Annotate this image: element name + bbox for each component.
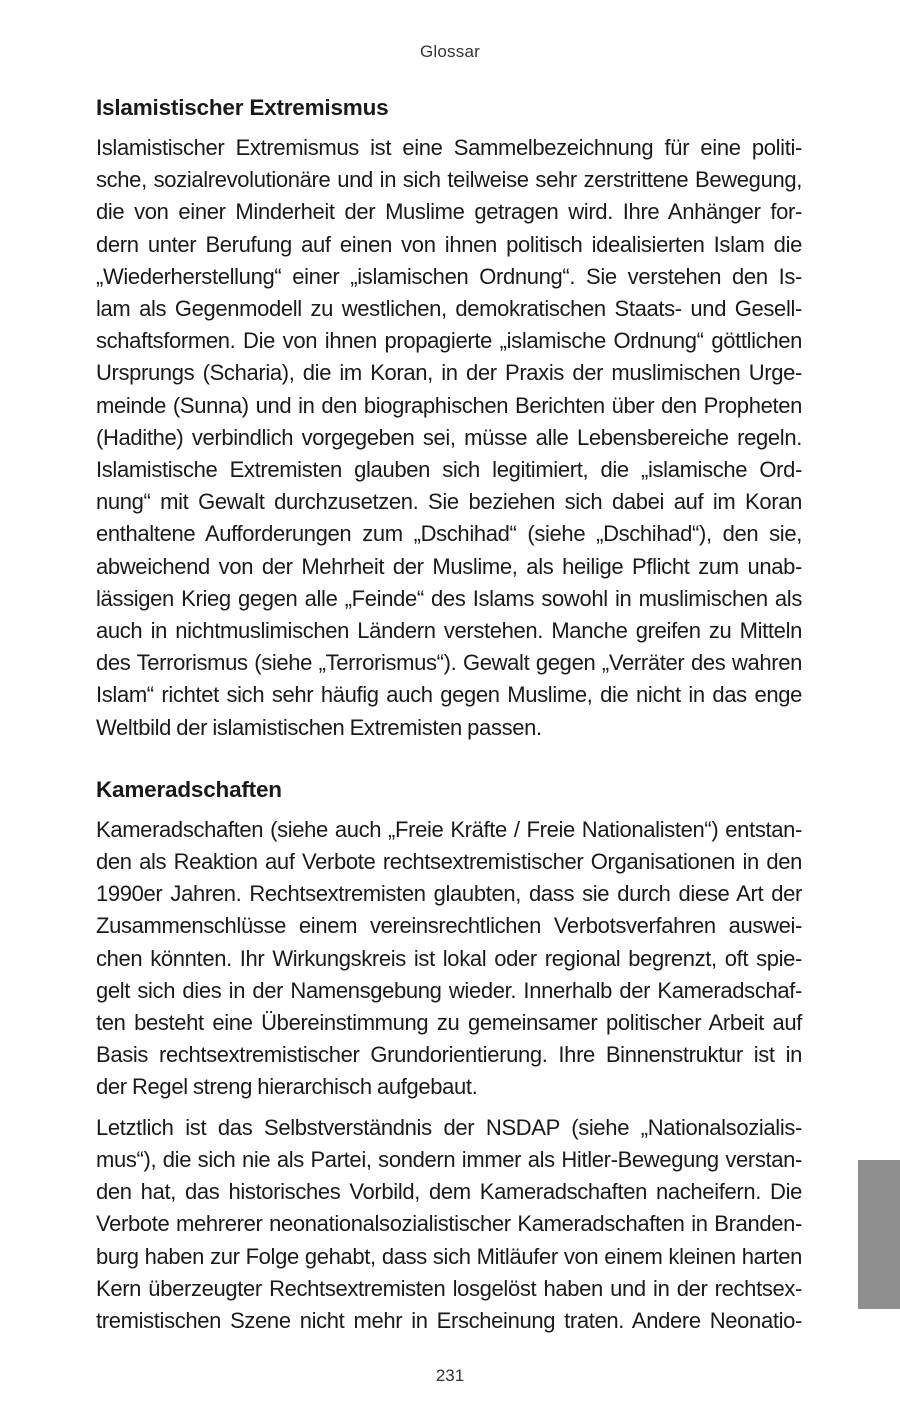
text-line: der Regel streng hierarchisch aufgebaut. [96, 1074, 478, 1100]
text-line: die von einer Minderheit der Muslime getragen wird. Ihre Anhänger for- [96, 199, 802, 225]
text-line: Islam“ richtet sich sehr häufig auch gegen Muslime, die nicht in das enge [96, 682, 802, 708]
text-line: enthaltene Aufforderungen zum „Dschihad“ (siehe „Dschihad“), den sie, [96, 521, 802, 547]
running-head: Glossar [420, 42, 480, 61]
text-line: chen könnten. Ihr Wirkungskreis ist lokal oder regional begrenzt, oft spie- [96, 945, 802, 971]
text-line: dern unter Berufung auf einen von ihnen politisch idealisierten Islam die [96, 231, 802, 257]
text-line: den hat, das historisches Vorbild, dem Kameradschaften nacheifern. Die [96, 1179, 802, 1205]
text-line: sche, sozialrevolutionäre und in sich teilweise sehr zerstrittene Bewegung, [96, 167, 802, 193]
text-line: mus“), die sich nie als Partei, sondern immer als Hitler-Bewegung verstan- [96, 1146, 802, 1172]
text-line: den als Reaktion auf Verbote rechtsextremistischer Organisationen in den [96, 849, 802, 875]
entry-heading: Islamistischer Extremismus [96, 95, 389, 120]
text-line: lam als Gegenmodell zu westlichen, demokratischen Staats- und Gesell- [96, 296, 802, 322]
text-line: Islamistische Extremisten glauben sich legitimiert, die „islamische Ord- [96, 457, 802, 483]
text-line: ten besteht eine Übereinstimmung zu gemeinsamer politischer Arbeit auf [96, 1010, 802, 1036]
text-line: Weltbild der islamistischen Extremisten passen. [96, 714, 542, 740]
text-line: schaftsformen. Die von ihnen propagierte „islamische Ordnung“ göttlichen [96, 328, 802, 354]
page-content [96, 92, 802, 1337]
text-line: auch in nichtmuslimischen Ländern verstehen. Manche greifen zu Mitteln [96, 618, 802, 644]
page-number: 231 [435, 1366, 465, 1385]
text-line: des Terrorismus (siehe „Terrorismus“). Gewalt gegen „Verräter des wahren [96, 650, 802, 676]
text-line: Islamistischer Extremismus ist eine Sammelbezeichnung für eine politi- [96, 135, 802, 160]
text-line: Kameradschaften (siehe auch „Freie Kräfte / Freie Nationalisten“) entstan- [96, 816, 802, 842]
text-line: meinde (Sunna) und in den biographischen Berichten über den Propheten [96, 392, 802, 418]
text-line: 1990er Jahren. Rechtsextremisten glaubten, dass sie durch diese Art der [96, 881, 802, 907]
entry-paragraph [96, 132, 802, 744]
text-line: (Hadithe) verbindlich vorgegeben sei, müsse alle Lebensbereiche regeln. [96, 424, 802, 450]
text-line: „Wiederherstellung“ einer „islamischen Ordnung“. Sie verstehen den Is- [96, 263, 802, 289]
text-line: tremistischen Szene nicht mehr in Erscheinung traten. Andere Neonatio- [96, 1307, 802, 1333]
text-line: lässigen Krieg gegen alle „Feinde“ des Islams sowohl in muslimischen als [96, 585, 802, 611]
entry-heading: Kameradschaften [96, 776, 282, 802]
text-line: Basis rechtsextremistischer Grundorientierung. Ihre Binnenstruktur ist in [96, 1042, 802, 1068]
glossary-entry-kameradschaften [96, 774, 802, 1337]
text-line: gelt sich dies in der Namensgebung wieder. Innerhalb der Kameradschaf- [96, 977, 802, 1003]
text-line: Zusammenschlüsse einem vereinsrechtlichen Verbotsverfahren auswei- [96, 913, 802, 939]
text-line: Ursprungs (Scharia), die im Koran, in der Praxis der muslimischen Urge- [96, 360, 802, 386]
text-line: Verbote mehrerer neonationalsozialistischer Kameradschaften in Branden- [96, 1211, 802, 1237]
text-line: abweichend von der Mehrheit der Muslime, als heilige Pflicht zum unab- [96, 553, 802, 579]
chapter-thumb-tab [858, 1160, 900, 1309]
text-line: burg haben zur Folge gehabt, dass sich Mitläufer von einem kleinen harten [96, 1243, 802, 1269]
entry-paragraph [96, 1112, 802, 1337]
text-line: Letztlich ist das Selbstverständnis der NSDAP (siehe „Nationalsozialis- [96, 1114, 802, 1140]
text-line: nung“ mit Gewalt durchzusetzen. Sie beziehen sich dabei auf im Koran [96, 489, 802, 515]
glossary-entry-islamistischer-extremismus [96, 92, 802, 744]
text-line: Kern überzeugter Rechtsextremisten losgelöst haben und in der rechtsex- [96, 1275, 802, 1301]
entry-paragraph [96, 814, 802, 1104]
